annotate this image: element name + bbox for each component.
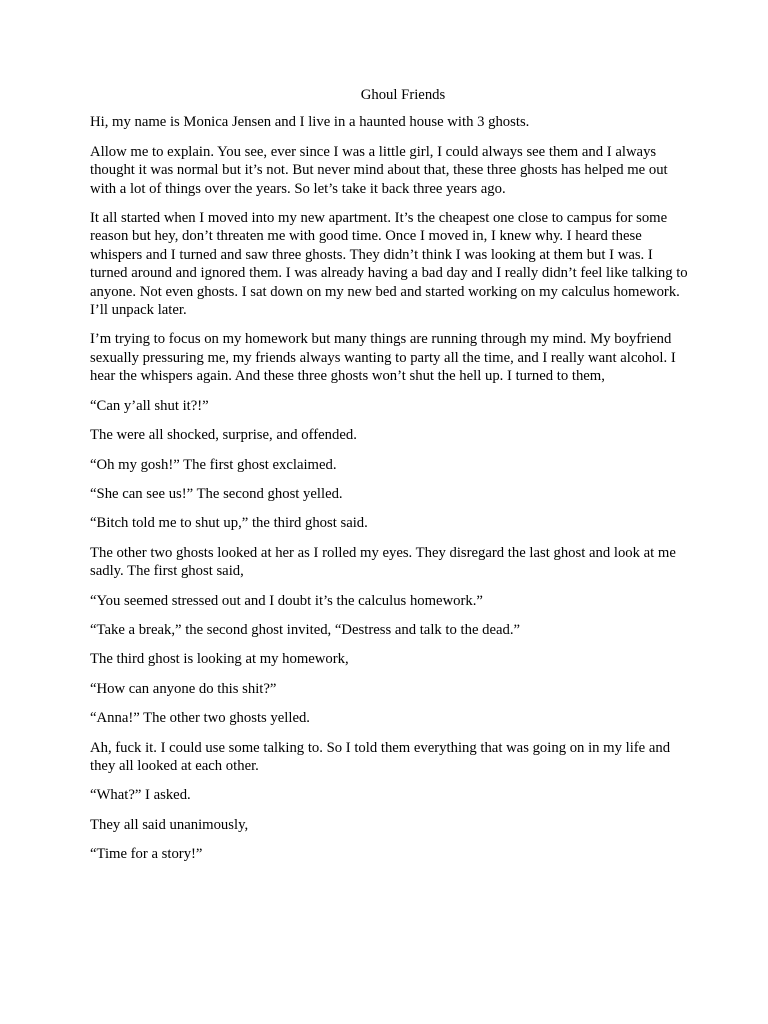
paragraph-intro: Hi, my name is Monica Jensen and I live in a haunted house with 3 ghosts. bbox=[90, 114, 530, 131]
dialogue-line: “How can anyone do this shit?” bbox=[90, 680, 277, 697]
narration-line: Ah, fuck it. I could use some talking to. So I told them everything that was going on in my life and they all looked at each other. bbox=[90, 739, 671, 774]
paragraph-explain: Allow me to explain. You see, ever since I was a little girl, I could always see them and I always thought it was normal but it’s not. But never mind about that, these three ghosts has helped me out with a lot of things over the years. So let’s take it back three years ago. bbox=[90, 143, 668, 197]
paragraph-homework: I’m trying to focus on my homework but many things are running through my mind. My boyfriend sexually pressuring me, my friends always wanting to party all the time, and I really want alcohol. I hear the whispers again. And these three ghosts won’t shut the hell up. I turned to them, bbox=[90, 331, 676, 385]
dialogue-line: “Can y’all shut it?!” bbox=[90, 397, 209, 414]
dialogue-line: “Anna!” The other two ghosts yelled. bbox=[90, 710, 310, 727]
narration-line: They all said unanimously, bbox=[90, 816, 249, 833]
document-page bbox=[90, 86, 690, 875]
dialogue-line: “Time for a story!” bbox=[90, 846, 203, 863]
dialogue-line: “Bitch told me to shut up,” the third ghost said. bbox=[90, 515, 368, 532]
narration-line: The were all shocked, surprise, and offended. bbox=[90, 427, 357, 444]
narration-line: The third ghost is looking at my homework, bbox=[90, 651, 349, 668]
dialogue-line: “Oh my gosh!” The first ghost exclaimed. bbox=[90, 456, 337, 473]
paragraph-apartment: It all started when I moved into my new apartment. It’s the cheapest one close to campus for some reason but hey, don’t threaten me with good time. Once I moved in, I knew why. I heard these whispers and I turned and saw three ghosts. They didn’t think I was looking at them but I was. I turned around and ignored them. I was already having a bad day and I really didn’t feel like talking to anyone. Not even ghosts. I sat down on my new bed and started working on my calculus homework. I’ll unpack later. bbox=[90, 210, 688, 319]
dialogue-line: “She can see us!” The second ghost yelled. bbox=[90, 485, 343, 502]
narration-line: The other two ghosts looked at her as I rolled my eyes. They disregard the last ghost and look at me sadly. The first ghost said, bbox=[90, 544, 676, 580]
dialogue-line: “Take a break,” the second ghost invited, “Destress and talk to the dead.” bbox=[90, 621, 521, 638]
dialogue-line: “What?” I asked. bbox=[90, 787, 191, 804]
dialogue-line: “You seemed stressed out and I doubt it’s the calculus homework.” bbox=[90, 592, 483, 609]
document-title: Ghoul Friends bbox=[360, 87, 446, 103]
